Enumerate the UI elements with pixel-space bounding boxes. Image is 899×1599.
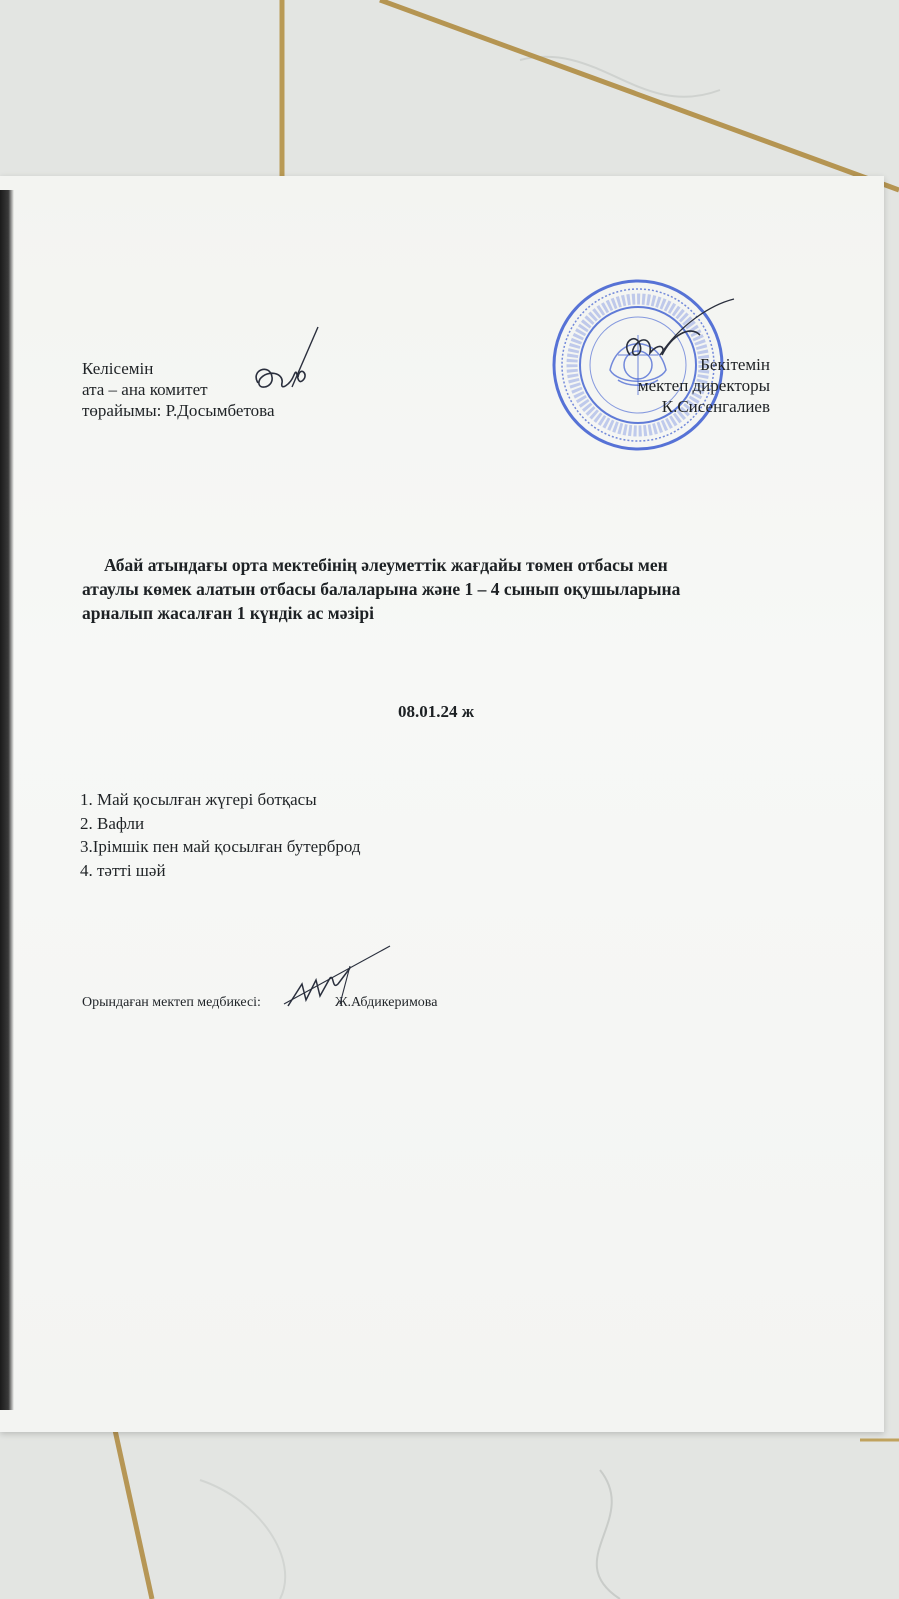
agreement-signer: төрайымы: Р.Досымбетова — [82, 401, 275, 420]
menu-item: 4. тәтті шәй — [80, 860, 166, 880]
menu-item: 3.Ірімшік пен май қосылған бутерброд — [80, 837, 361, 856]
menu-item: 2. Вафли — [80, 813, 145, 833]
approval-signer: К.Сисенгалиев — [661, 397, 770, 416]
title-line-1: Абай атындағы орта мектебінің әлеуметтік жағдайы төмен отбасы мен — [104, 555, 668, 575]
nurse-label: Орындаған мектеп медбикесі: — [82, 995, 261, 1010]
approval-label: Бекітемін — [700, 355, 770, 374]
nurse-name: Ж.Абдикеримова — [334, 995, 438, 1010]
agreement-label: Келісемін — [82, 359, 154, 378]
menu-item: 1. Май қосылған жүгері ботқасы — [80, 790, 317, 809]
title-line-2: атаулы көмек алатын отбасы балаларына және 1 – 4 сынып оқушыларына — [82, 579, 681, 599]
menu-date: 08.01.24 ж — [398, 702, 475, 721]
committee-signature — [240, 325, 330, 400]
agreement-position: ата – ана комитет — [82, 380, 208, 399]
title-line-3: арналып жасалған 1 күндік ас мәзірі — [82, 603, 374, 623]
binder-edge-shadow — [0, 190, 14, 1410]
approval-block — [585, 354, 770, 417]
document-title — [82, 553, 802, 625]
nurse-signature — [280, 938, 400, 1013]
menu-list — [80, 788, 361, 882]
approval-position: мектеп директоры — [637, 376, 770, 395]
